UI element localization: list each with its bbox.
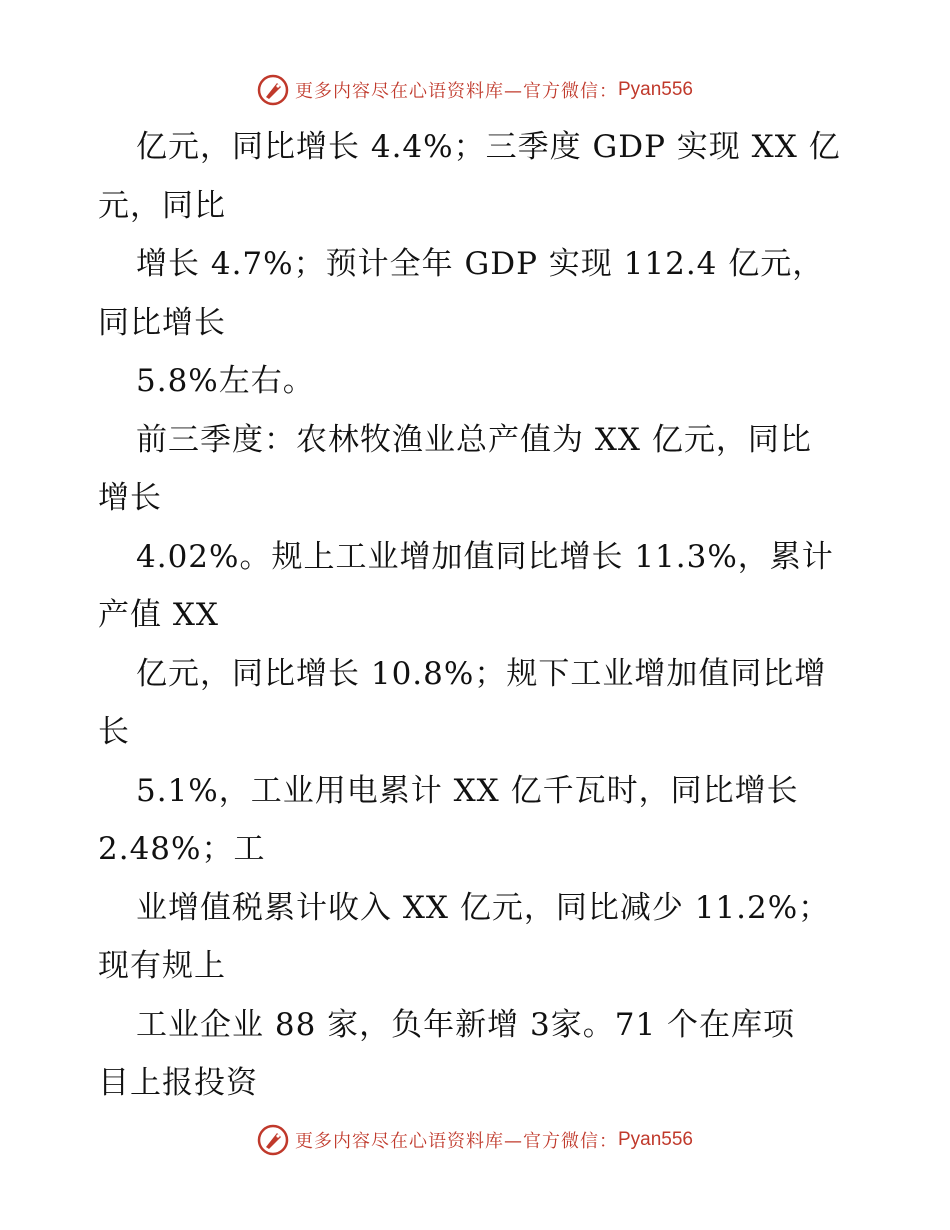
text-line: 工业企业 88 家，负年新增 3家。71 个在库项	[136, 1006, 796, 1043]
text-line: 增长 4.7%；预计全年 GDP 实现 112.4 亿元，	[136, 246, 825, 282]
text-line: 亿元，同比增长 4.4%；三季度 GDP 实现 XX 亿	[136, 129, 841, 165]
footer-wechat-handle: Pyan556	[617, 1129, 693, 1150]
text-line: 5.1%，工业用电累计 XX 亿千瓦时，同比增长	[136, 772, 799, 809]
text-line: 业增值税累计收入 XX 亿元，同比减少 11.2%；	[136, 889, 831, 926]
pen-nib-icon	[257, 1124, 289, 1156]
header-banner	[0, 70, 950, 110]
text-line: 长	[98, 714, 130, 750]
text-line: 5.8%左右。	[136, 363, 315, 399]
text-line: 目上报投资	[98, 1065, 258, 1101]
text-line: 产值 XX	[98, 597, 219, 633]
pen-nib-icon	[257, 74, 289, 106]
footer-banner	[0, 1120, 950, 1160]
header-wechat-handle: Pyan556	[617, 79, 693, 100]
text-line: 现有规上	[98, 948, 226, 984]
document-body	[98, 118, 858, 1113]
header-promo-text: 更多内容尽在心语资料库—官方微信：	[294, 81, 618, 102]
text-line: 同比增长	[98, 304, 226, 341]
footer-promo-text: 更多内容尽在心语资料库—官方微信：	[294, 1131, 618, 1152]
text-line: 2.48%；工	[98, 831, 266, 867]
text-line: 前三季度：农林牧渔业总产值为 XX 亿元，同比	[136, 421, 812, 458]
text-line: 增长	[98, 480, 162, 516]
text-line: 元，同比	[98, 187, 226, 224]
text-line: 4.02%。规上工业增加值同比增长 11.3%，累计	[136, 538, 834, 575]
text-line: 亿元，同比增长 10.8%；规下工业增加值同比增	[136, 655, 827, 692]
